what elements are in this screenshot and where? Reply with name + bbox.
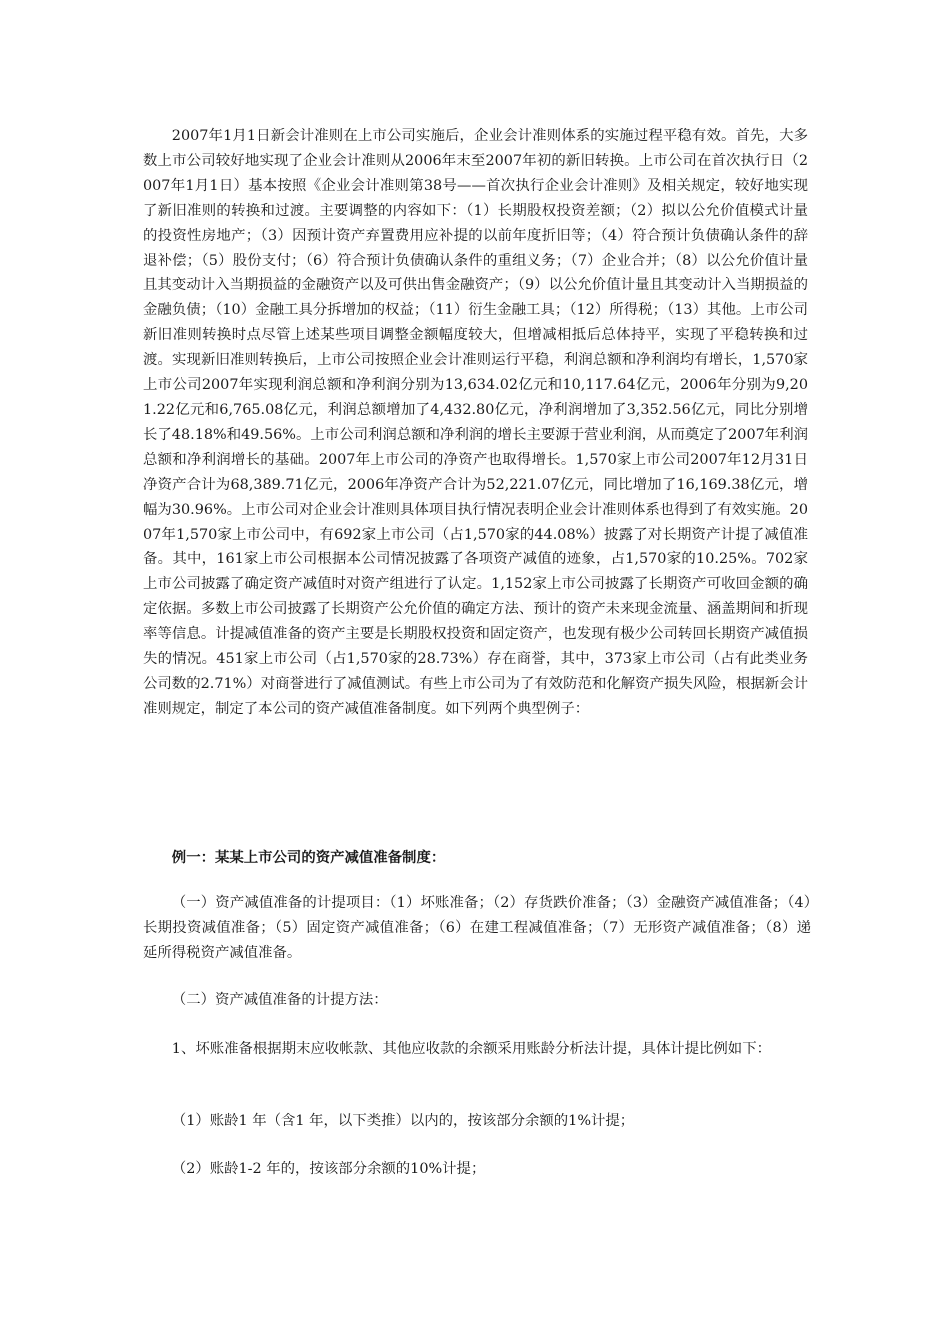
aging-rule-1: （1）账龄1 年（含1 年，以下类推）以内的，按该部分余额的1%计提； [171,1113,635,1129]
bad-debt-rule-paragraph: 1、坏账准备根据期末应收帐款、其他应收款的余额采用账龄分析法计提，具体计提比例如下： [171,1041,771,1057]
intro-paragraph: 2007年1月1日新会计准则在上市公司实施后，企业会计准则体系的实施过程平稳有效。首先，大多数上市公司较好地实现了企业会计准则从2006年末至2007年初的新旧转换。上市公司在首次执行日（2007年1月1日）基本按照《企业会计准则第38号——首次执行企业会计准则》及相关规定，较好地实现了新旧准则的转换和过渡。主要调整的内容如下：（1）长期股权投资差额；（2）拟以公允价值模式计量的投资性房地产；（3）因预计资产弃置费用应补提的以前年度折旧等；（4）符合预计负债确认条件的辞退补偿；（5）股份支付；（6）符合预计负债确认条件的重组义务；（7）企业合并；（8）以公允价值计量且其变动计入当期损益的金融资产以及可供出售金融资产；（9）以公允价值计量且其变动计入当期损益的金融负债；（10）金融工具分拆增加的权益；（11）衍生金融工具；（12）所得税；（13）其他。上市公司新旧准则转换时点尽管上述某些项目调整金额幅度较大，但增减相抵后总体持平，实现了平稳转换和过渡。实现新旧准则转换后，上市公司按照企业会计准则运行平稳，利润总额和净利润均有增长，1,570家上市公司2007年实现利润总额和净利润分别为13,634.02亿元和10,117.64亿元，2006年分别为9,201.22亿元和6,765.08亿元，利润总额增加了4,432.80亿元，净利润增加了3,352.56亿元，同比分别增长了48.18%和49.56%。上市公司利润总额和净利润的增长主要源于营业利润，从而奠定了2007年利润总额和净利润增长的基础。2007年上市公司的净资产也取得增长。1,570家上市公司2007年12月31日净资产合计为68,389.71亿元，2006年净资产合计为52,221.07亿元，同比增加了16,169.38亿元，增幅为30.96%。上市公司对企业会计准则具体项目执行情况表明企业会计准则体系也得到了有效实施。2007年1,570家上市公司中，有692家上市公司（占1,570家的44.08%）披露了对长期资产计提了减值准备。其中，161家上市公司根据本公司情况披露了各项资产减值的迹象，占1,570家的10.25%。702家上市公司披露了确定资产减值时对资产组进行了认定。1,152家上市公司披露了长期资产可收回金额的确定依据。多数上市公司披露了长期资产公允价值的确定方法、预计的资产未来现金流量、涵盖期间和折现率等信息。计提减值准备的资产主要是长期股权投资和固定资产，也发现有极少公司转回长期资产减值损失的情况。451家上市公司（占1,570家的28.73%）存在商誉，其中，373家上市公司（占有此类业务公司数的2.71%）对商誉进行了减值测试。有些上市公司为了有效防范和化解资产损失风险，根据新会计准则规定，制定了本公司的资产减值准备制度。如下列两个典型例子： [143,128,808,717]
section-items-paragraph: （一）资产减值准备的计提项目：（1）坏账准备；（2）存货跌价准备；（3）金融资产减值准备；（4）长期投资减值准备；（5）固定资产减值准备；（6）在建工程减值准备；（7）无形资产减值准备；（8）递延所得税资产减值准备。 [143,895,811,961]
section-method-heading: （二）资产减值准备的计提方法： [171,992,388,1008]
aging-rule-2: （2）账龄1-2 年的，按该部分余额的10%计提； [171,1161,486,1177]
example-heading: 例一：某某上市公司的资产减值准备制度： [171,849,446,866]
